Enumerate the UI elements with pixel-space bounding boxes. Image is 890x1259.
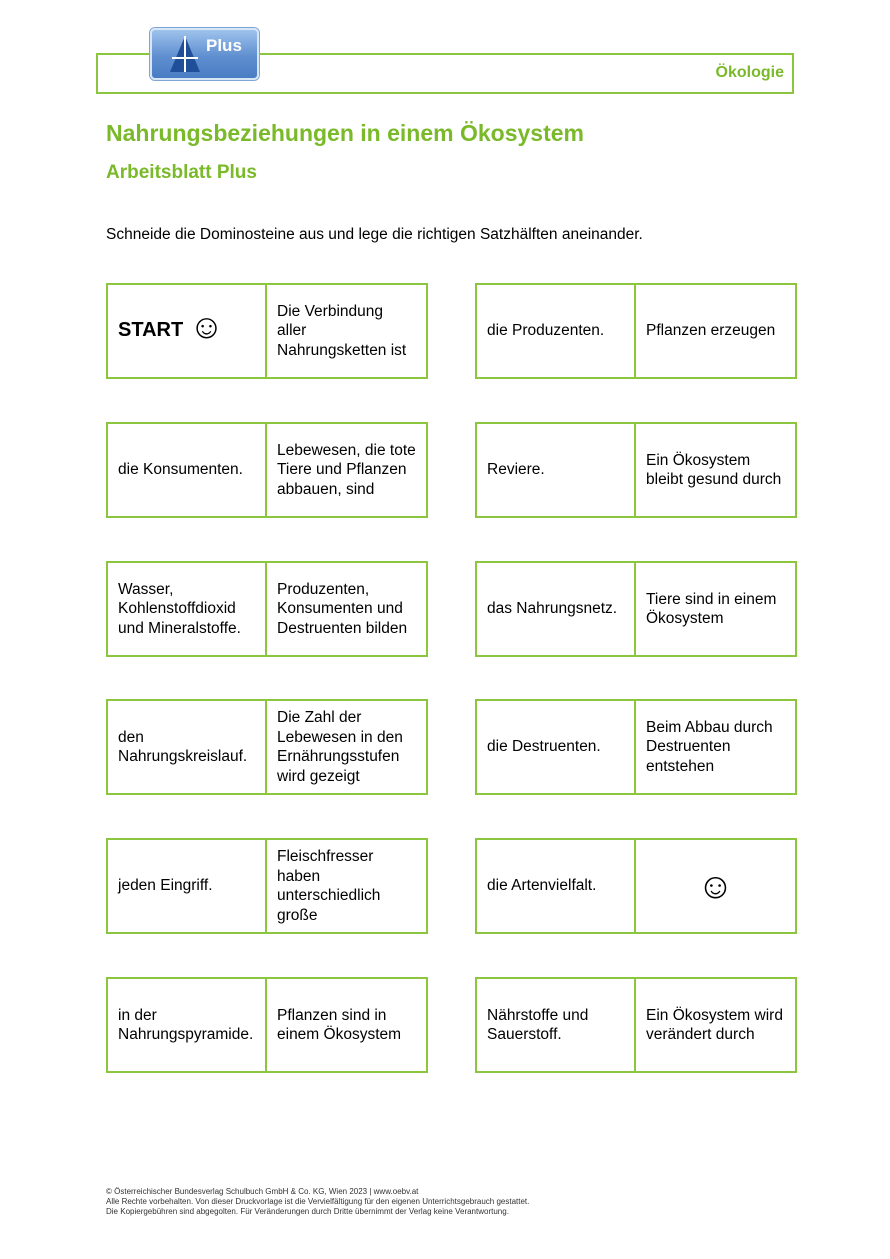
domino-half-right: Beim Abbau durch Destruenten entstehen xyxy=(646,718,773,775)
footer-disclaimer: Die Kopiergebühren sind abgegolten. Für Veränderungen durch Dritte übernimmt der Verlag keine Verantwortung. xyxy=(106,1207,509,1216)
domino-11 xyxy=(106,977,428,1073)
domino-half-right: Ein Ökosystem bleibt gesund durch xyxy=(646,451,782,488)
footer-copyright: © Österreichischer Bundesverlag Schulbuch GmbH & Co. KG, Wien 2023 | www.oebv.at xyxy=(106,1187,419,1196)
domino-half-left: Wasser, Kohlenstoffdioxid und Mineralstoffe. xyxy=(108,563,267,655)
domino-3 xyxy=(106,422,428,518)
footer xyxy=(106,1187,529,1217)
smiley-icon: ☺ xyxy=(697,865,734,906)
domino-half-left: die Artenvielfalt. xyxy=(477,840,636,932)
domino-half-left xyxy=(108,285,267,377)
start-label: START xyxy=(118,319,184,342)
instruction-text: Schneide die Dominosteine aus und lege die richtigen Satzhälften aneinander. xyxy=(106,226,643,243)
domino-half-right: Lebewesen, die tote Tiere und Pflanzen abbauen, sind xyxy=(277,441,416,498)
domino-half-left: die Konsumenten. xyxy=(108,424,267,516)
domino-10 xyxy=(475,838,797,934)
domino-1 xyxy=(106,283,428,379)
domino-half-right: Fleischfresser haben unterschiedlich große xyxy=(277,848,381,924)
domino-half-left: jeden Eingriff. xyxy=(108,840,267,932)
triangle-logo-icon xyxy=(168,34,202,74)
domino-12 xyxy=(475,977,797,1073)
page-title: Nahrungsbeziehungen in einem Ökosystem xyxy=(106,120,584,146)
domino-9 xyxy=(106,838,428,934)
domino-half-left: die Destruenten. xyxy=(477,701,636,793)
domino-half-right: Die Zahl der Lebewesen in den Ernährungsstufen wird gezeigt xyxy=(277,709,403,785)
domino-2 xyxy=(475,283,797,379)
domino-half-right: Pflanzen sind in einem Ökosystem xyxy=(277,1006,402,1043)
domino-half-right: Die Verbindung aller Nahrungsketten ist xyxy=(277,302,407,359)
domino-half-left: in der Nahrungspyramide. xyxy=(108,979,267,1071)
footer-rights: Alle Rechte vorbehalten. Von dieser Druckvorlage ist die Vervielfältigung für den eigenen Unterrichtsgebrauch gestattet. xyxy=(106,1197,530,1206)
domino-8 xyxy=(475,699,797,795)
domino-half-right: Pflanzen erzeugen xyxy=(646,322,776,340)
subject-label: Ökologie xyxy=(715,64,784,81)
domino-half-left: Reviere. xyxy=(477,424,636,516)
domino-6 xyxy=(475,561,797,657)
domino-half-right: Produzenten, Konsumenten und Destruenten bilden xyxy=(277,580,408,637)
domino-half-left: Nährstoffe und Sauerstoff. xyxy=(477,979,636,1071)
page-subtitle: Arbeitsblatt Plus xyxy=(106,162,257,183)
domino-half-left: den Nahrungskreislauf. xyxy=(108,701,267,793)
domino-5 xyxy=(106,561,428,657)
logo-text: Plus xyxy=(206,36,242,55)
domino-4 xyxy=(475,422,797,518)
smiley-icon: ☺ xyxy=(189,308,224,346)
domino-half-right: Ein Ökosystem wird verändert durch xyxy=(646,1006,783,1043)
domino-half-left: die Produzenten. xyxy=(477,285,636,377)
domino-half-right xyxy=(636,840,795,932)
domino-half-left: das Nahrungsnetz. xyxy=(477,563,636,655)
domino-half-right: Tiere sind in einem Ökosystem xyxy=(646,590,777,627)
domino-7 xyxy=(106,699,428,795)
logo xyxy=(150,28,259,80)
